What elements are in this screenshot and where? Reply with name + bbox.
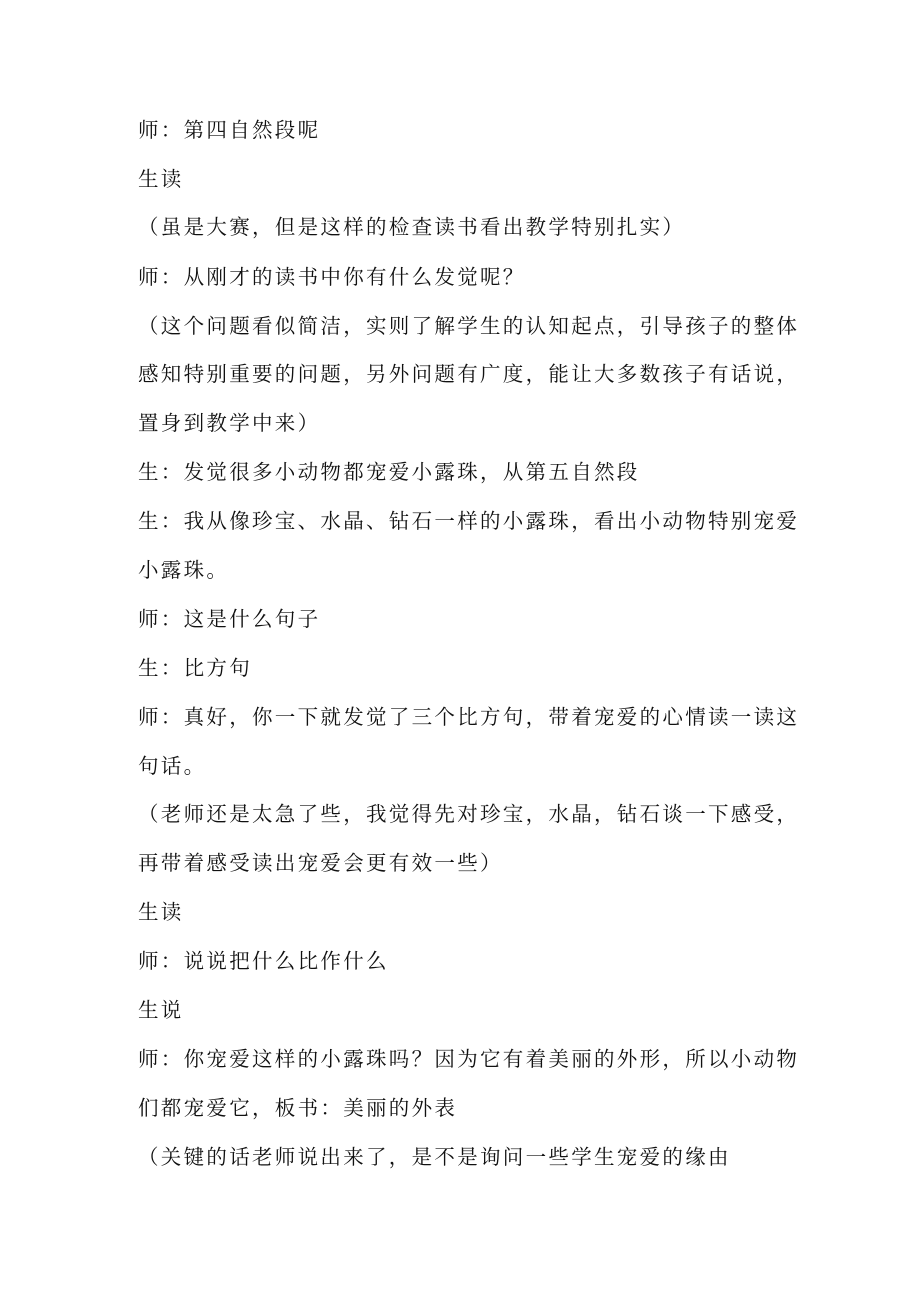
text-line: 生读 [138, 167, 184, 191]
text-line: 感知特别重要的问题，另外问题有广度，能让大多数孩子有话说， [138, 362, 800, 386]
text-line: 生读 [138, 900, 184, 924]
text-line: 生：发觉很多小动物都宠爱小露珠，从第五自然段 [138, 460, 640, 484]
text-line: 师：这是什么句子 [138, 607, 321, 631]
text-line: 师：从刚才的读书中你有什么发觉呢？ [138, 265, 526, 289]
text-line: 生：我从像珍宝、水晶、钻石一样的小露珠，看出小动物特别宠爱 [138, 509, 800, 533]
text-line: 小露珠。 [138, 558, 230, 582]
text-line: 生说 [138, 998, 184, 1022]
text-line: 师：你宠爱这样的小露珠吗？因为它有着美丽的外形，所以小动物 [138, 1047, 800, 1071]
text-line: （这个问题看似简洁，实则了解学生的认知起点，引导孩子的整体 [138, 314, 800, 338]
text-line: （老师还是太急了些，我觉得先对珍宝，水晶，钻石谈一下感受， [138, 802, 800, 826]
text-line: 师：真好，你一下就发觉了三个比方句，带着宠爱的心情读一读这 [138, 705, 800, 729]
text-line: 师：第四自然段呢 [138, 118, 321, 142]
text-line: （虽是大赛，但是这样的检查读书看出教学特别扎实） [138, 215, 686, 239]
text-line: 们都宠爱它，板书：美丽的外表 [138, 1096, 458, 1120]
text-line: 师：说说把什么比作什么 [138, 949, 389, 973]
text-line: 置身到教学中来） [138, 411, 321, 435]
text-line: 句话。 [138, 754, 207, 778]
text-line: 再带着感受读出宠爱会更有效一些） [138, 851, 503, 875]
text-line: 生：比方句 [138, 656, 252, 680]
text-line: （关键的话老师说出来了，是不是询问一些学生宠爱的缘由 [138, 1145, 731, 1169]
